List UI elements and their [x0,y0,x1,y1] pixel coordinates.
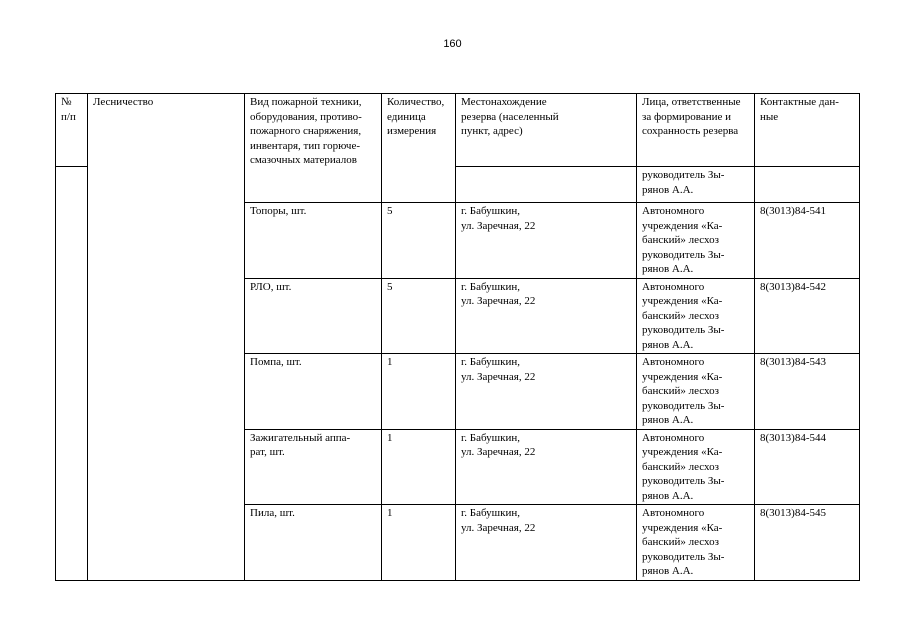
equipment-cell: Помпа, шт. [245,354,382,430]
header-quantity: Количество, единица измерения [382,94,456,203]
header-responsible: Лица, ответственные за формирование и сохранность резерва [637,94,755,167]
responsible-cell: Автономного учреждения «Ка- банский» лесхоз руководитель Зы- рянов А.А. [637,278,755,354]
contact-cell: 8(3013)84-545 [755,505,860,581]
continuation-location [456,167,637,203]
quantity-cell: 5 [382,203,456,279]
continuation-responsible: руководитель Зы- рянов А.А. [637,167,755,203]
header-num: № п/п [56,94,88,167]
header-forestry: Лесничество [88,94,245,581]
responsible-cell: Автономного учреждения «Ка- банский» лесхоз руководитель Зы- рянов А.А. [637,354,755,430]
responsible-cell: Автономного учреждения «Ка- банский» лесхоз руководитель Зы- рянов А.А. [637,505,755,581]
location-cell: г. Бабушкин, ул. Заречная, 22 [456,278,637,354]
responsible-cell: Автономного учреждения «Ка- банский» лесхоз руководитель Зы- рянов А.А. [637,429,755,505]
header-contacts: Контактные дан- ные [755,94,860,167]
location-cell: г. Бабушкин, ул. Заречная, 22 [456,505,637,581]
contact-cell: 8(3013)84-544 [755,429,860,505]
equipment-cell: Пила, шт. [245,505,382,581]
equipment-cell: РЛО, шт. [245,278,382,354]
header-location: Местонахождение резерва (населенный пункт, адрес) [456,94,637,167]
quantity-cell: 1 [382,505,456,581]
equipment-cell: Зажигательный аппа- рат, шт. [245,429,382,505]
location-cell: г. Бабушкин, ул. Заречная, 22 [456,354,637,430]
quantity-cell: 5 [382,278,456,354]
location-cell: г. Бабушкин, ул. Заречная, 22 [456,203,637,279]
header-row [56,94,860,167]
quantity-cell: 1 [382,354,456,430]
location-cell: г. Бабушкин, ул. Заречная, 22 [456,429,637,505]
equipment-cell: Топоры, шт. [245,203,382,279]
reserve-table [55,93,860,581]
num-cell [56,167,88,581]
quantity-cell: 1 [382,429,456,505]
page-number: 160 [443,38,462,50]
contact-cell: 8(3013)84-542 [755,278,860,354]
contact-cell: 8(3013)84-543 [755,354,860,430]
contact-cell: 8(3013)84-541 [755,203,860,279]
header-equipment: Вид пожарной техники, оборудования, противо- пожарного снаряжения, инвентаря, тип горюче- смазочных материалов [245,94,382,203]
continuation-contact [755,167,860,203]
responsible-cell: Автономного учреждения «Ка- банский» лесхоз руководитель Зы- рянов А.А. [637,203,755,279]
